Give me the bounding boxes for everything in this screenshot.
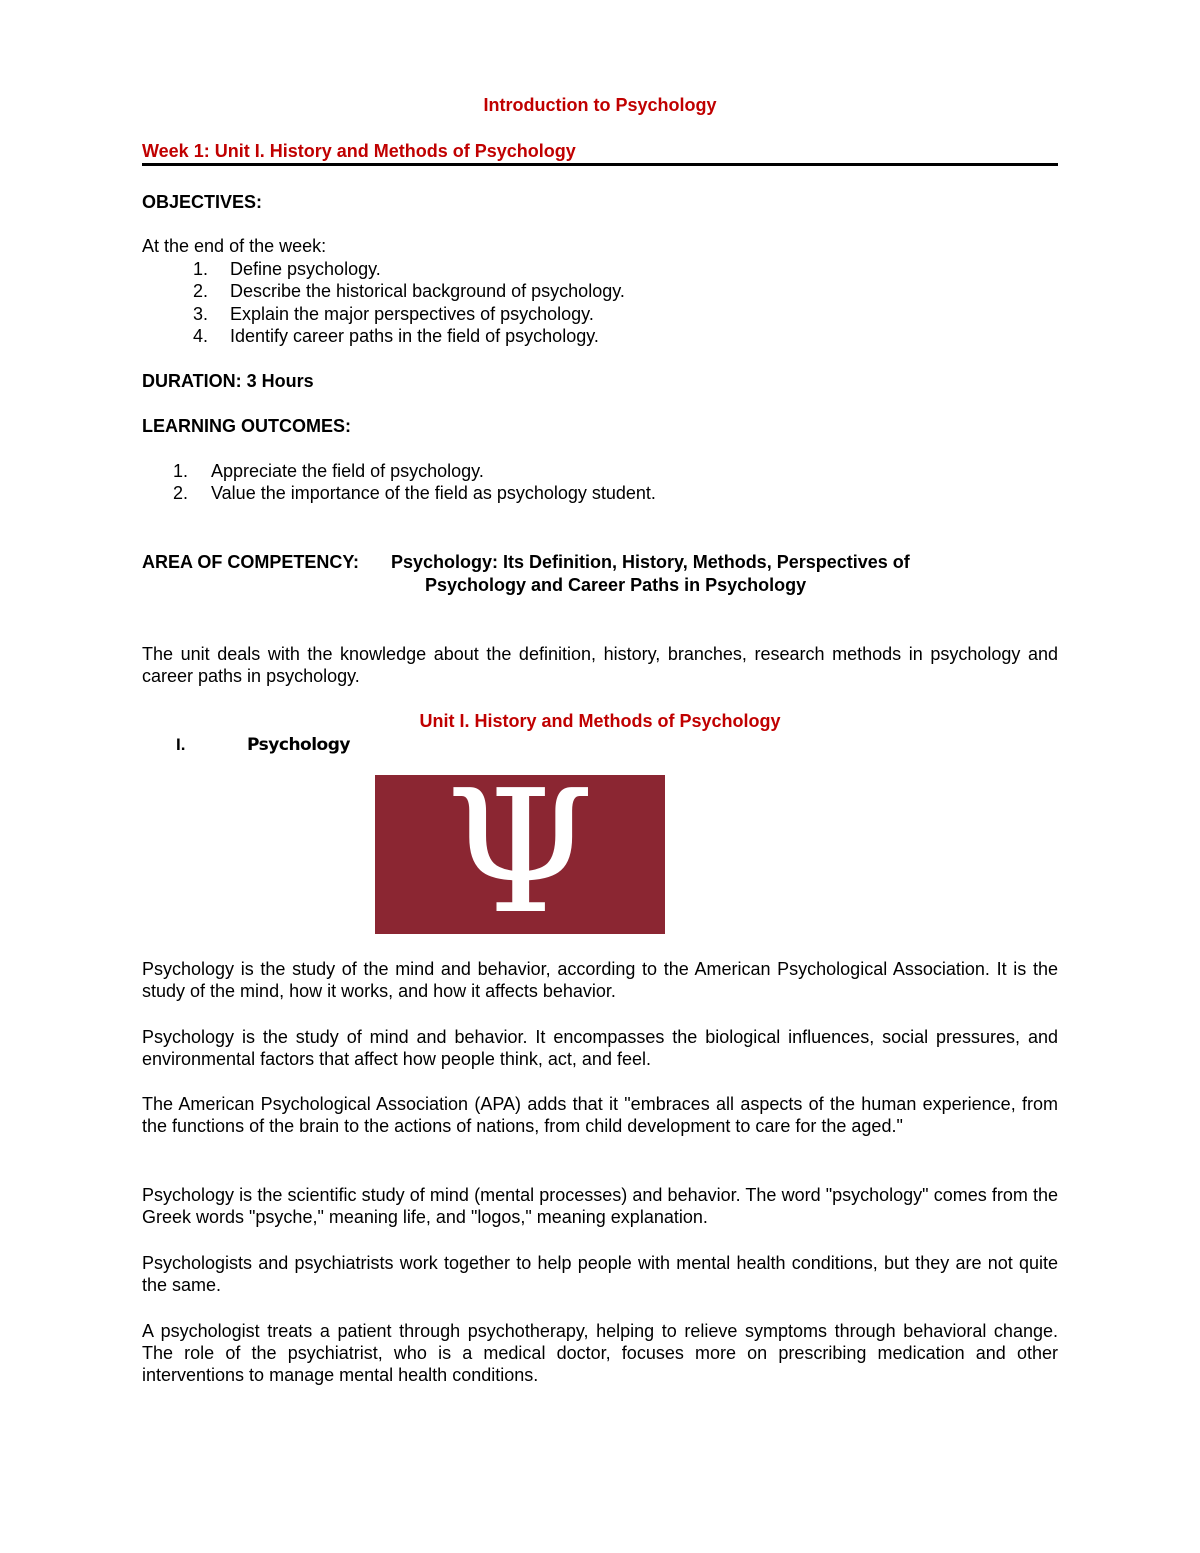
outcome-item — [166, 482, 656, 504]
document-title: Introduction to Psychology — [483, 95, 717, 115]
competency-label: AREA OF COMPETENCY: — [142, 552, 360, 572]
objective-text: Define psychology. — [230, 259, 381, 279]
body-paragraph: A psychologist treats a patient through psychotherapy, helping to relieve symptoms through behavioral change. The role of the psychiatrist, who is a medical doctor, focuses more on prescribing medication and other interventions to manage mental health conditions. — [142, 1321, 1058, 1385]
week-heading: Week 1: Unit I. History and Methods of Psychology — [142, 141, 576, 161]
outcome-text: Value the importance of the field as psychology student. — [211, 483, 656, 503]
objective-number: 2. — [192, 281, 208, 301]
objective-number: 3. — [192, 304, 208, 324]
duration: DURATION: 3 Hours — [142, 371, 314, 391]
body-paragraph: The American Psychological Association (APA) adds that it "embraces all aspects of the human experience, from the functions of the brain to the actions of nations, from child development to care for the aged." — [142, 1094, 1058, 1136]
objective-number: 1. — [192, 259, 208, 279]
body-paragraph: Psychology is the study of mind and behavior. It encompasses the biological influences, social pressures, and environmental factors that affect how people think, act, and feel. — [142, 1027, 1058, 1069]
learning-outcomes-heading: LEARNING OUTCOMES: — [142, 416, 351, 436]
psi-symbol-image — [375, 775, 665, 934]
unit-heading: Unit I. History and Methods of Psychology — [419, 711, 781, 731]
objective-text: Identify career paths in the field of psychology. — [230, 326, 599, 346]
outcome-item — [166, 460, 484, 482]
competency-line-2: Psychology and Career Paths in Psychology — [425, 575, 807, 595]
objective-item — [186, 325, 599, 347]
psi-glyph: Ψ — [445, 775, 595, 934]
body-paragraph: Psychology is the study of the mind and behavior, according to the American Psychological Association. It is the study of the mind, how it works, and how it affects behavior. — [142, 959, 1058, 1001]
competency-line-1: Psychology: Its Definition, History, Methods, Perspectives of — [391, 552, 910, 572]
body-paragraph: Psychologists and psychiatrists work together to help people with mental health conditions, but they are not quite the same. — [142, 1253, 1058, 1295]
psi-icon — [375, 775, 665, 934]
outcome-number: 2. — [172, 483, 188, 503]
objectives-heading: OBJECTIVES: — [142, 192, 263, 212]
objective-item — [186, 303, 594, 325]
unit-intro-paragraph: The unit deals with the knowledge about the definition, history, branches, research methods in psychology and career paths in psychology. — [142, 644, 1058, 686]
objective-item — [186, 258, 381, 280]
outcome-text: Appreciate the field of psychology. — [211, 461, 484, 481]
objective-number: 4. — [192, 326, 208, 346]
section-number: I. — [176, 735, 186, 754]
heading-rule — [142, 163, 1058, 166]
objectives-intro: At the end of the week: — [142, 236, 327, 256]
section-label: Psychology — [247, 735, 350, 755]
outcome-number: 1. — [172, 461, 188, 481]
body-paragraph: Psychology is the scientific study of mind (mental processes) and behavior. The word "psychology" comes from the Greek words "psyche," meaning life, and "logos," meaning explanation. — [142, 1185, 1058, 1227]
objective-text: Explain the major perspectives of psychology. — [230, 304, 594, 324]
objective-item — [186, 280, 625, 302]
objective-text: Describe the historical background of psychology. — [230, 281, 625, 301]
